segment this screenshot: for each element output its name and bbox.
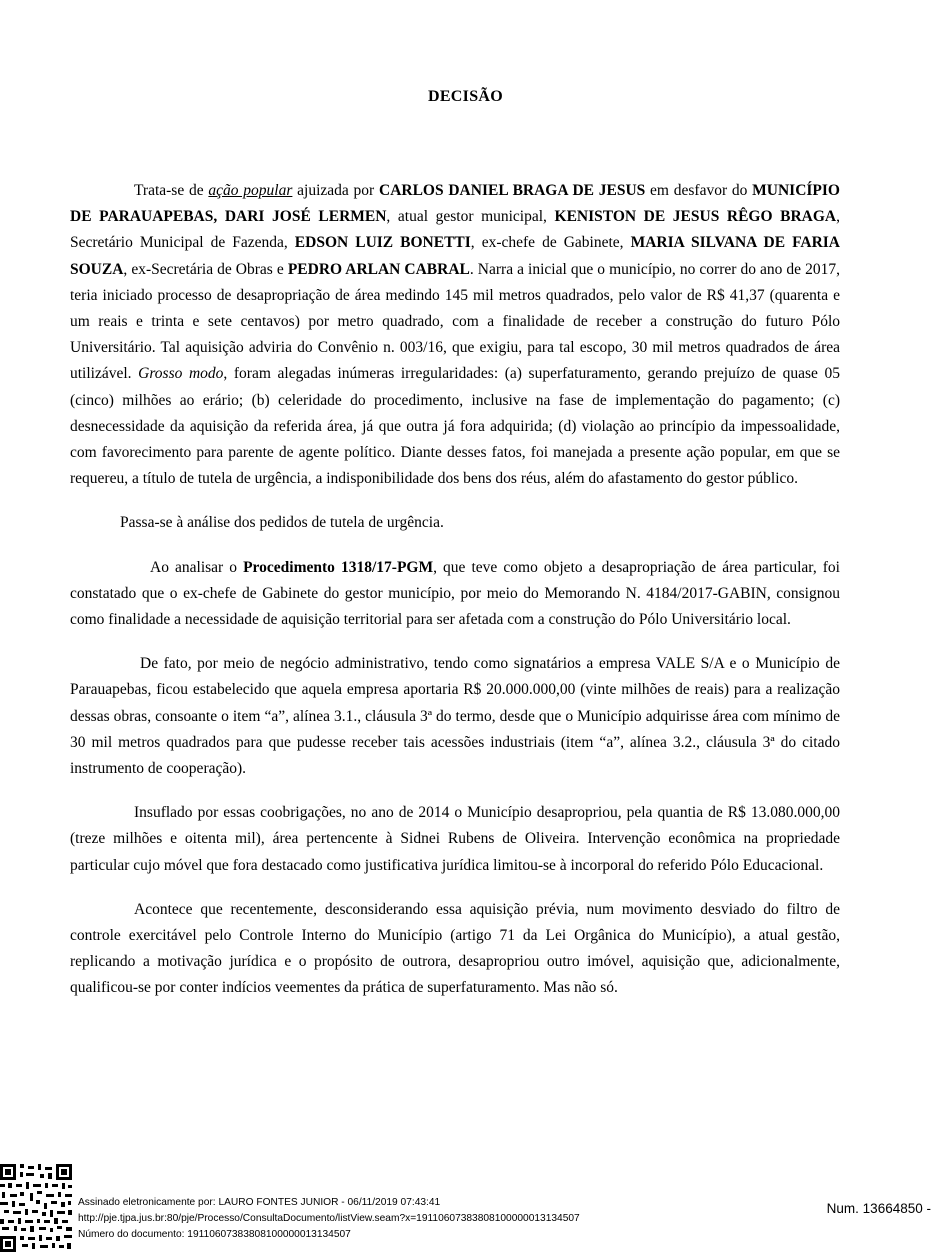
page-title: DECISÃO (427, 88, 503, 105)
signed-by: Assinado eletronicamente por: LAURO FONTES JUNIOR - 06/11/2019 07:43:41 (78, 1197, 441, 1208)
paragraph-1: Trata-se de ação popular ajuizada por CARLOS DANIEL BRAGA DE JESUS em desfavor do MUNICÍPIO DE PARAUAPEBAS, DARI JOSÉ LERMEN, atual gestor municipal, KENISTON DE JESUS RÊGO BRAGA, Secretário Municipal de Fazenda, EDSON LUIZ BONETTI, ex-chefe de Gabinete, MARIA SILVANA DE FARIA SOUZA, ex-Secretária de Obras e PEDRO ARLAN CABRAL. Narra a inicial que o município, no correr do ano de 2017, teria iniciado processo de desapropriação de área medindo 145 mil metros quadrados, pelo valor de R$ 41,37 (quarenta e um reais e trinta e sete centavos) por metro quadrado, com a finalidade de receber a construção do futuro Pólo Universitário. Tal aquisição adviria do Convênio n. 003/16, que exigiu, para tal escopo, 30 mil metros quadrados de área utilizável. Grosso modo, foram alegadas inúmeras irregularidades: (a) superfaturamento, gerando prejuízo de quase 05 (cinco) milhões ao erário; (b) celeridade do procedimento, inclusive na fase de implementação do pagamento; (c) desnecessidade da aquisição da referida área, já que outra já fora adquirida; (d) violação ao princípio da impessoalidade, com favorecimento para parente de agente político. Diante desses fatos, foi manejada a presente ação popular, em que se requereu, a título de tutela de urgência, a indisponibilidade dos bens dos réus, além do afastamento do gestor público. (70, 182, 840, 488)
paragraph-2: Passa-se à análise dos pedidos de tutela de urgência. (120, 514, 444, 532)
document-body (70, 178, 840, 1020)
signature-info (78, 1195, 580, 1243)
qr-code-icon (0, 1164, 72, 1252)
document-number: Número do documento: 19110607383808100000013134507 (78, 1229, 351, 1240)
paragraph-4: De fato, por meio de negócio administrativo, tendo como signatários a empresa VALE S/A e o Município de Parauapebas, ficou estabelecido que aquela empresa aportaria R$ 20.000.000,00 (vinte milhões de reais) para a realização dessas obras, consoante o item “a”, alínea 3.1., cláusula 3ª do termo, desde que o Município adquirisse área com mínimo de 30 mil metros quadrados para que pudesse receber tais acessões industriais (item “a”, alínea 3.2., cláusula 3ª do citado instrumento de cooperação). (70, 655, 840, 778)
paragraph-5: Insuflado por essas coobrigações, no ano de 2014 o Município desapropriou, pela quantia de R$ 13.080.000,00 (treze milhões e oitenta mil), área pertencente à Sidnei Rubens de Oliveira. Intervenção econômica na propriedade particular cujo móvel que fora destacado como justificativa jurídica limitou-se à incorporal do referido Pólo Educacional. (70, 804, 840, 874)
signature-footer (0, 1162, 931, 1255)
paragraph-3: Ao analisar o Procedimento 1318/17-PGM, que teve como objeto a desapropriação de área particular, foi constatado que o ex-chefe de Gabinete do gestor município, por meio do Memorando N. 4184/2017-GABIN, consignou como finalidade a necessidade de aquisição territorial para ser afetada com a construção do Pólo Universitário local. (70, 558, 840, 629)
paragraph-6: Acontece que recentemente, desconsiderando essa aquisição prévia, num movimento desviado do filtro de controle exercitável pelo Controle Interno do Município (artigo 71 da Lei Orgânica do Município), a atual gestão, replicando a motivação jurídica e o propósito de outrora, desapropriou outro imóvel, aquisição que, adicionalmente, qualificou-se por conter indícios veementes da prática de superfaturamento. Mas não só. (70, 900, 840, 997)
num-reference: Num. 13664850 - (826, 1201, 931, 1216)
document-url[interactable]: http://pje.tjpa.jus.br:80/pje/Processo/ConsultaDocumento/listView.seam?x=19110607383808100000013134507 (78, 1213, 580, 1224)
